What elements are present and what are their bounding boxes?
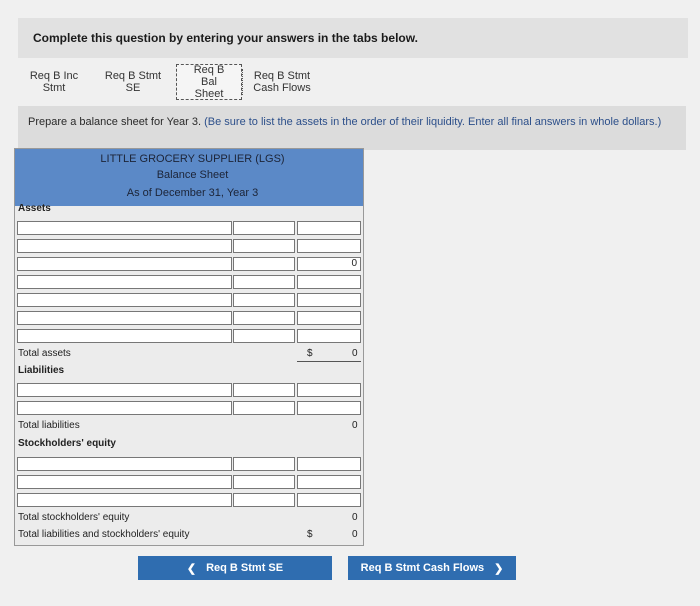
equity-row bbox=[15, 457, 363, 472]
tab-label: Cash Flows bbox=[253, 82, 311, 94]
next-tab-label: Req B Stmt Cash Flows bbox=[360, 562, 485, 574]
prev-tab-button[interactable] bbox=[138, 556, 332, 580]
asset-row bbox=[15, 329, 363, 344]
asset-total-input[interactable] bbox=[297, 329, 361, 343]
tab-req-b-inc-stmt[interactable] bbox=[18, 66, 90, 98]
statement-title: Balance Sheet bbox=[156, 169, 229, 181]
equity-name-input[interactable] bbox=[17, 475, 232, 489]
asset-name-input[interactable] bbox=[17, 311, 232, 325]
equity-row bbox=[15, 475, 363, 490]
liabilities-label: Liabilities bbox=[18, 365, 65, 376]
total-assets-value: 0 bbox=[352, 348, 358, 359]
asset-total-input[interactable] bbox=[297, 311, 361, 325]
liability-amount-input[interactable] bbox=[233, 383, 295, 397]
asset-amount-input[interactable] bbox=[233, 275, 295, 289]
equity-amount-input[interactable] bbox=[233, 475, 295, 489]
asset-name-input[interactable] bbox=[17, 275, 232, 289]
asset-subtotal-value: 0 bbox=[351, 258, 357, 269]
asset-row bbox=[15, 275, 363, 290]
assets-label: Assets bbox=[18, 203, 51, 214]
liability-name-input[interactable] bbox=[17, 401, 232, 415]
liability-row bbox=[15, 383, 363, 398]
tab-bar bbox=[18, 60, 698, 104]
asset-row bbox=[15, 257, 363, 272]
total-underline bbox=[297, 361, 361, 362]
sheet-header bbox=[15, 149, 363, 206]
equity-label: Stockholders' equity bbox=[18, 438, 116, 449]
question-title: Complete this question by entering your answers in the tabs below. bbox=[33, 31, 418, 45]
statement-date: As of December 31, Year 3 bbox=[126, 187, 259, 199]
total-liabilities-label: Total liabilities bbox=[18, 420, 80, 431]
asset-name-input[interactable] bbox=[17, 257, 232, 271]
question-header bbox=[18, 18, 688, 58]
tab-label: Req B Stmt bbox=[253, 70, 311, 82]
asset-row bbox=[15, 311, 363, 326]
instruction-main: Prepare a balance sheet for Year 3. bbox=[28, 116, 205, 128]
asset-amount-input[interactable] bbox=[233, 221, 295, 235]
instruction-box bbox=[18, 106, 686, 150]
equity-name-input[interactable] bbox=[17, 457, 232, 471]
tab-label: Req B Stmt SE bbox=[104, 70, 162, 94]
tab-label: Req B Bal bbox=[193, 64, 225, 88]
liability-amount-input[interactable] bbox=[233, 401, 295, 415]
liability-total-input[interactable] bbox=[297, 383, 361, 397]
total-liabilities-value: 0 bbox=[352, 420, 358, 431]
liability-total-input[interactable] bbox=[297, 401, 361, 415]
total-le-label: Total liabilities and stockholders' equity bbox=[18, 529, 190, 540]
asset-amount-input[interactable] bbox=[233, 311, 295, 325]
asset-amount-input[interactable] bbox=[233, 293, 295, 307]
total-assets-dollar: $ bbox=[307, 348, 313, 359]
asset-name-input[interactable] bbox=[17, 239, 232, 253]
asset-total-input[interactable] bbox=[297, 293, 361, 307]
asset-name-input[interactable] bbox=[17, 329, 232, 343]
asset-row bbox=[15, 221, 363, 236]
instruction-note: (Be sure to list the assets in the order of their liquidity. Enter all final answers in whole dollars.) bbox=[204, 116, 662, 128]
tab-label: Stmt bbox=[42, 82, 66, 94]
asset-total-input[interactable] bbox=[297, 221, 361, 235]
asset-row bbox=[15, 239, 363, 254]
tab-label: Sheet bbox=[194, 88, 224, 100]
total-equity-label: Total stockholders' equity bbox=[18, 512, 130, 523]
total-equity-value: 0 bbox=[352, 512, 358, 523]
liability-name-input[interactable] bbox=[17, 383, 232, 397]
tab-req-b-bal-sheet[interactable] bbox=[176, 64, 242, 100]
tab-req-b-stmt-se[interactable] bbox=[90, 66, 176, 98]
asset-total-input[interactable] bbox=[297, 239, 361, 253]
asset-name-input[interactable] bbox=[17, 221, 232, 235]
balance-sheet bbox=[14, 148, 364, 546]
asset-amount-input[interactable] bbox=[233, 239, 295, 253]
asset-total-input[interactable] bbox=[297, 275, 361, 289]
equity-amount-input[interactable] bbox=[233, 493, 295, 507]
equity-total-input[interactable] bbox=[297, 457, 361, 471]
asset-amount-input[interactable] bbox=[233, 329, 295, 343]
asset-amount-input[interactable] bbox=[233, 257, 295, 271]
instruction-text bbox=[28, 116, 674, 128]
asset-name-input[interactable] bbox=[17, 293, 232, 307]
asset-row bbox=[15, 293, 363, 308]
company-name: LITTLE GROCERY SUPPLIER (LGS) bbox=[100, 153, 285, 165]
liability-row bbox=[15, 401, 363, 416]
equity-row bbox=[15, 493, 363, 508]
tab-label: Req B Inc bbox=[29, 70, 79, 82]
total-le-dollar: $ bbox=[307, 529, 313, 540]
chevron-right-icon: ❯ bbox=[494, 562, 504, 575]
equity-amount-input[interactable] bbox=[233, 457, 295, 471]
total-le-value: 0 bbox=[352, 529, 358, 540]
equity-total-input[interactable] bbox=[297, 475, 361, 489]
tab-req-b-stmt-cash-flows[interactable] bbox=[244, 66, 320, 98]
total-assets-label: Total assets bbox=[18, 348, 71, 359]
next-tab-button[interactable] bbox=[348, 556, 516, 580]
chevron-left-icon: ❮ bbox=[186, 562, 197, 575]
asset-subtotal-cell bbox=[297, 257, 361, 271]
equity-name-input[interactable] bbox=[17, 493, 232, 507]
prev-tab-label: Req B Stmt SE bbox=[206, 562, 284, 574]
equity-total-input[interactable] bbox=[297, 493, 361, 507]
